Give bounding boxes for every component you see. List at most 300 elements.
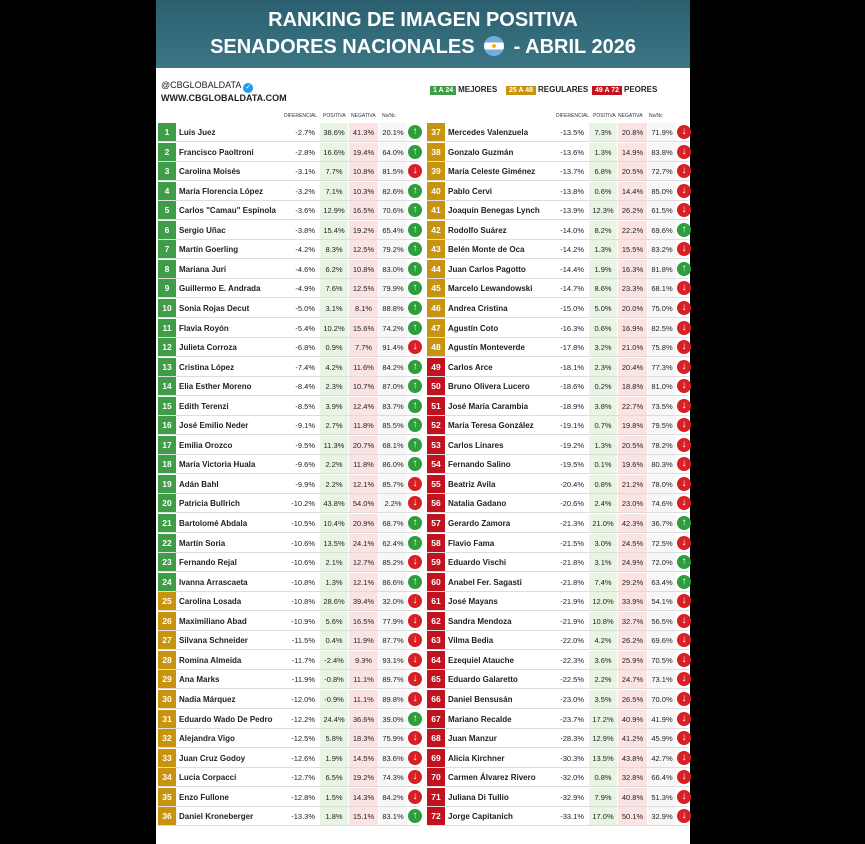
positive-value: 1.5% (320, 788, 348, 807)
senator-name: Joaquín Benegas Lynch (448, 206, 540, 216)
rank-number: 50 (427, 377, 445, 396)
table-row (158, 123, 420, 142)
table-row (158, 299, 420, 318)
table-row (427, 553, 689, 572)
title-line-2 (156, 36, 690, 59)
rank-number: 19 (158, 475, 176, 494)
nsnc-value: 83.7% (379, 397, 407, 416)
arrow-up-icon: ↑ (677, 262, 691, 276)
arrow-down-icon: ↓ (677, 184, 691, 198)
table-row (427, 690, 689, 709)
senator-name: Juan Cruz Godoy (179, 753, 246, 763)
arrow-down-icon: ↓ (408, 594, 422, 608)
positive-value: 11.3% (320, 436, 348, 455)
negative-value: 22.2% (618, 221, 647, 240)
rank-number: 14 (158, 377, 176, 396)
arrow-down-icon: ↓ (677, 536, 691, 550)
positive-value: 2.2% (320, 475, 348, 494)
negative-value: 11.6% (349, 358, 378, 377)
table-row (158, 631, 420, 650)
rank-number: 58 (427, 534, 445, 553)
positive-value: 0.6% (589, 319, 617, 338)
table-row (427, 338, 689, 357)
rank-number: 55 (427, 475, 445, 494)
negative-value: 14.4% (618, 182, 647, 201)
negative-value: 11.8% (349, 455, 378, 474)
nsnc-value: 85.7% (379, 475, 407, 494)
senator-name: Sandra Mendoza (448, 616, 512, 626)
positive-value: 3.1% (589, 553, 617, 572)
senator-name: Carlos Arce (448, 362, 493, 372)
arrow-up-icon: ↑ (408, 203, 422, 217)
senator-name: Carolina Moisés (179, 167, 241, 177)
table-row (158, 534, 420, 553)
positive-value: 1.9% (320, 749, 348, 768)
table-row (427, 651, 689, 670)
table-row (427, 670, 689, 689)
senator-name: Ana Marks (179, 675, 220, 685)
negative-value: 15.6% (349, 319, 378, 338)
arrow-down-icon: ↓ (408, 790, 422, 804)
rank-number: 7 (158, 240, 176, 259)
nsnc-value: 85.2% (379, 553, 407, 572)
arrow-down-icon: ↓ (408, 164, 422, 178)
positive-value: 6.8% (589, 162, 617, 181)
senator-name: Juan Carlos Pagotto (448, 264, 526, 274)
rank-number: 61 (427, 592, 445, 611)
arrow-down-icon: ↓ (677, 770, 691, 784)
nsnc-value: 86.6% (379, 573, 407, 592)
rank-number: 43 (427, 240, 445, 259)
table-row (158, 436, 420, 455)
senator-name: Cristina López (179, 362, 235, 372)
rank-number: 13 (158, 358, 176, 377)
nsnc-value: 85.5% (379, 416, 407, 435)
table-row (158, 260, 420, 279)
table-row (427, 260, 689, 279)
arrow-down-icon: ↓ (408, 555, 422, 569)
arrow-up-icon: ↑ (408, 712, 422, 726)
negative-value: 12.5% (349, 279, 378, 298)
positive-value: 0.7% (589, 416, 617, 435)
senator-name: María Celeste Giménez (448, 167, 536, 177)
senator-name: Ezequiel Atauche (448, 655, 514, 665)
senator-name: Anabel Fer. Sagasti (448, 577, 522, 587)
arrow-down-icon: ↓ (677, 164, 691, 178)
diff-value: -8.5% (295, 401, 315, 411)
senator-name: Adán Bahl (179, 479, 219, 489)
diff-value: -10.8% (291, 597, 315, 607)
rank-number: 27 (158, 631, 176, 650)
positive-value: 1.3% (589, 436, 617, 455)
diff-value: -22.0% (560, 636, 584, 646)
nsnc-value: 75.8% (648, 338, 676, 357)
diff-value: -3.2% (295, 186, 315, 196)
legend-worst-range: 49 A 72 (592, 86, 622, 95)
arrow-up-icon: ↑ (408, 575, 422, 589)
diff-value: -23.7% (560, 714, 584, 724)
table-row (158, 553, 420, 572)
rank-number: 22 (158, 534, 176, 553)
rank-number: 57 (427, 514, 445, 533)
arrow-down-icon: ↓ (408, 692, 422, 706)
positive-value: -0.8% (320, 670, 348, 689)
positive-value: 3.2% (589, 338, 617, 357)
positive-value: 4.2% (589, 631, 617, 650)
arrow-down-icon: ↓ (677, 653, 691, 667)
positive-value: 7.3% (589, 123, 617, 142)
negative-value: 26.2% (618, 631, 647, 650)
nsnc-value: 78.2% (648, 436, 676, 455)
negative-value: 18.8% (618, 377, 647, 396)
row-divider (427, 825, 689, 826)
nsnc-value: 63.4% (648, 573, 676, 592)
positive-value: 3.8% (589, 397, 617, 416)
positive-value: 3.1% (320, 299, 348, 318)
arrow-down-icon: ↓ (408, 751, 422, 765)
table-row (158, 319, 420, 338)
nsnc-value: 81.5% (379, 162, 407, 181)
rank-number: 52 (427, 416, 445, 435)
positive-value: 12.9% (589, 729, 617, 748)
diff-value: -19.2% (560, 440, 584, 450)
negative-value: 12.4% (349, 397, 378, 416)
senator-name: Emilia Orozco (179, 440, 233, 450)
rank-number: 12 (158, 338, 176, 357)
senator-name: Beatriz Avila (448, 479, 496, 489)
nsnc-value: 82.6% (379, 182, 407, 201)
negative-value: 11.1% (349, 690, 378, 709)
negative-value: 11.9% (349, 631, 378, 650)
negative-value: 40.8% (618, 788, 647, 807)
positive-value: 12.9% (320, 201, 348, 220)
rank-number: 67 (427, 710, 445, 729)
rank-number: 33 (158, 749, 176, 768)
table-row (158, 455, 420, 474)
title-line-2-main: SENADORES NACIONALES (210, 36, 475, 58)
nsnc-value: 81.8% (648, 260, 676, 279)
positive-value: 0.8% (589, 768, 617, 787)
positive-value: 5.6% (320, 612, 348, 631)
arrow-down-icon: ↓ (677, 360, 691, 374)
positive-value: 6.5% (320, 768, 348, 787)
table-row (427, 729, 689, 748)
nsnc-value: 45.9% (648, 729, 676, 748)
diff-value: -3.8% (295, 225, 315, 235)
table-row (158, 592, 420, 611)
senator-name: Belén Monte de Oca (448, 245, 525, 255)
nsnc-value: 74.2% (379, 319, 407, 338)
positive-value: 7.1% (320, 182, 348, 201)
positive-value: 13.5% (589, 749, 617, 768)
positive-value: 15.4% (320, 221, 348, 240)
positive-value: 7.7% (320, 162, 348, 181)
arrow-down-icon: ↓ (677, 399, 691, 413)
arrow-down-icon: ↓ (677, 418, 691, 432)
negative-value: 19.8% (618, 416, 647, 435)
senator-name: Bruno Olivera Lucero (448, 382, 530, 392)
nsnc-value: 72.0% (648, 553, 676, 572)
nsnc-value: 20.1% (379, 123, 407, 142)
nsnc-value: 36.7% (648, 514, 676, 533)
arrow-up-icon: ↑ (408, 418, 422, 432)
diff-value: -5.0% (295, 303, 315, 313)
table-row (158, 729, 420, 748)
ranking-card (156, 0, 690, 844)
col-diff-left: DIFERENCIAL (284, 113, 318, 119)
rank-number: 28 (158, 651, 176, 670)
arrow-down-icon: ↓ (677, 379, 691, 393)
positive-value: 0.8% (589, 475, 617, 494)
diff-value: -23.0% (560, 694, 584, 704)
table-row (158, 670, 420, 689)
negative-value: 10.7% (349, 377, 378, 396)
senator-name: Eduardo Vischi (448, 558, 507, 568)
nsnc-value: 86.0% (379, 455, 407, 474)
diff-value: -21.9% (560, 597, 584, 607)
senator-name: Guillermo E. Andrada (179, 284, 261, 294)
row-divider (158, 825, 420, 826)
nsnc-value: 87.0% (379, 377, 407, 396)
negative-value: 20.9% (349, 514, 378, 533)
nsnc-value: 62.4% (379, 534, 407, 553)
arrow-down-icon: ↓ (677, 301, 691, 315)
negative-value: 15.1% (349, 807, 378, 826)
table-row (158, 768, 420, 787)
arrow-down-icon: ↓ (408, 477, 422, 491)
legend-best-range: 1 A 24 (430, 86, 456, 95)
senator-name: Ivanna Arrascaeta (179, 577, 248, 587)
senator-name: Eduardo Wado De Pedro (179, 714, 273, 724)
negative-value: 32.7% (618, 612, 647, 631)
senator-name: Francisco Paoltroni (179, 147, 254, 157)
table-row (427, 279, 689, 298)
table-row (158, 221, 420, 240)
negative-value: 14.5% (349, 749, 378, 768)
negative-value: 16.5% (349, 612, 378, 631)
senator-name: Agustín Coto (448, 323, 499, 333)
senator-name: Maximiliano Abad (179, 616, 247, 626)
nsnc-value: 70.6% (379, 201, 407, 220)
legend-regular (506, 85, 588, 95)
rank-number: 45 (427, 279, 445, 298)
diff-value: -18.1% (560, 362, 584, 372)
table-row (158, 612, 420, 631)
table-row (427, 494, 689, 513)
nsnc-value: 79.2% (379, 240, 407, 259)
negative-value: 8.1% (349, 299, 378, 318)
table-row (158, 201, 420, 220)
positive-value: 0.1% (589, 455, 617, 474)
negative-value: 19.2% (349, 768, 378, 787)
nsnc-value: 85.0% (648, 182, 676, 201)
positive-value: 2.3% (320, 377, 348, 396)
rank-number: 18 (158, 455, 176, 474)
senator-name: Patricia Bullrich (179, 499, 240, 509)
arrow-down-icon: ↓ (408, 340, 422, 354)
positive-value: 2.3% (589, 358, 617, 377)
senator-name: Martín Soria (179, 538, 226, 548)
negative-value: 19.6% (618, 455, 647, 474)
senator-name: José Mayans (448, 597, 498, 607)
rank-number: 51 (427, 397, 445, 416)
arrow-down-icon: ↓ (677, 672, 691, 686)
positive-value: 28.6% (320, 592, 348, 611)
nsnc-value: 69.6% (648, 631, 676, 650)
rank-number: 40 (427, 182, 445, 201)
title-line-1: RANKING DE IMAGEN POSITIVA (268, 9, 578, 31)
positive-value: 1.3% (320, 573, 348, 592)
table-row (158, 651, 420, 670)
positive-value: 7.6% (320, 279, 348, 298)
senator-name: Elia Esther Moreno (179, 382, 252, 392)
nsnc-value: 80.3% (648, 455, 676, 474)
arrow-down-icon: ↓ (677, 145, 691, 159)
senator-name: Fernando Salino (448, 460, 511, 470)
rank-number: 21 (158, 514, 176, 533)
senator-name: Alejandra Vigo (179, 734, 235, 744)
table-row (427, 377, 689, 396)
rank-number: 70 (427, 768, 445, 787)
nsnc-value: 68.7% (379, 514, 407, 533)
diff-value: -28.3% (560, 734, 584, 744)
senator-name: Vilma Bedia (448, 636, 494, 646)
table-row (427, 240, 689, 259)
senator-name: Fernando Rejal (179, 558, 237, 568)
table-row (158, 710, 420, 729)
arrow-down-icon: ↓ (677, 477, 691, 491)
arrow-down-icon: ↓ (408, 731, 422, 745)
table-row (427, 436, 689, 455)
rank-number: 32 (158, 729, 176, 748)
rank-number: 24 (158, 573, 176, 592)
senator-name: Rodolfo Suárez (448, 225, 507, 235)
rank-number: 68 (427, 729, 445, 748)
arrow-up-icon: ↑ (408, 184, 422, 198)
arrow-up-icon: ↑ (677, 223, 691, 237)
rank-number: 20 (158, 494, 176, 513)
rank-number: 59 (427, 553, 445, 572)
arrow-up-icon: ↑ (408, 809, 422, 823)
header-banner (156, 0, 690, 68)
arrow-up-icon: ↑ (408, 242, 422, 256)
diff-value: -13.6% (560, 147, 584, 157)
rank-number: 3 (158, 162, 176, 181)
diff-value: -2.8% (295, 147, 315, 157)
table-row (427, 358, 689, 377)
nsnc-value: 72.5% (648, 534, 676, 553)
nsnc-value: 66.4% (648, 768, 676, 787)
negative-value: 16.9% (618, 319, 647, 338)
arrow-down-icon: ↓ (677, 594, 691, 608)
arrow-up-icon: ↑ (677, 575, 691, 589)
nsnc-value: 73.5% (648, 397, 676, 416)
nsnc-value: 75.9% (379, 729, 407, 748)
table-row (427, 573, 689, 592)
negative-value: 18.3% (349, 729, 378, 748)
senator-name: Carolina Losada (179, 597, 242, 607)
negative-value: 54.0% (349, 494, 378, 513)
negative-value: 50.1% (618, 807, 647, 826)
negative-value: 21.2% (618, 475, 647, 494)
diff-value: -17.8% (560, 343, 584, 353)
senator-name: Jorge Capitanich (448, 812, 513, 822)
rank-number: 42 (427, 221, 445, 240)
nsnc-value: 89.8% (379, 690, 407, 709)
col-pos-right: POSITIVA (593, 113, 616, 119)
positive-value: 8.6% (589, 279, 617, 298)
diff-value: -11.9% (291, 675, 315, 685)
positive-value: 5.0% (589, 299, 617, 318)
negative-value: 24.5% (618, 534, 647, 553)
negative-value: 11.8% (349, 416, 378, 435)
positive-value: 2.2% (320, 455, 348, 474)
arrow-up-icon: ↑ (408, 262, 422, 276)
table-row (158, 338, 420, 357)
negative-value: 20.0% (618, 299, 647, 318)
positive-value: 4.2% (320, 358, 348, 377)
rank-number: 54 (427, 455, 445, 474)
senator-name: María Victoria Huala (179, 460, 256, 470)
diff-value: -13.8% (560, 186, 584, 196)
nsnc-value: 83.8% (648, 143, 676, 162)
table-row (427, 182, 689, 201)
legend-worst-label: PEORES (624, 85, 658, 94)
senator-name: Sonia Rojas Decut (179, 303, 250, 313)
senator-name: Alicia Kirchner (448, 753, 505, 763)
negative-value: 12.1% (349, 573, 378, 592)
argentina-flag-icon (484, 36, 504, 56)
positive-value: 5.8% (320, 729, 348, 748)
rank-number: 69 (427, 749, 445, 768)
diff-value: -12.2% (291, 714, 315, 724)
table-row (427, 143, 689, 162)
nsnc-value: 65.4% (379, 221, 407, 240)
senator-name: Mercedes Valenzuela (448, 128, 529, 137)
arrow-down-icon: ↓ (408, 496, 422, 510)
senator-name: Mariano Recalde (448, 714, 512, 724)
senator-name: Julieta Corroza (179, 343, 237, 353)
legend-worst (592, 85, 657, 95)
diff-value: -9.5% (295, 440, 315, 450)
rank-number: 1 (158, 123, 176, 142)
positive-value: -0.9% (320, 690, 348, 709)
arrow-down-icon: ↓ (677, 712, 691, 726)
table-row (427, 612, 689, 631)
senator-name: José María Carambia (448, 401, 529, 411)
arrow-up-icon: ↑ (408, 360, 422, 374)
arrow-down-icon: ↓ (677, 281, 691, 295)
negative-value: 16.5% (349, 201, 378, 220)
arrow-up-icon: ↑ (677, 555, 691, 569)
nsnc-value: 71.9% (648, 123, 676, 142)
negative-value: 24.9% (618, 553, 647, 572)
diff-value: -10.6% (291, 538, 315, 548)
senator-name: Edith Terenzi (179, 401, 229, 411)
table-row (427, 592, 689, 611)
rank-number: 29 (158, 670, 176, 689)
arrow-down-icon: ↓ (677, 242, 691, 256)
nsnc-value: 2.2% (379, 494, 407, 513)
negative-value: 24.7% (618, 670, 647, 689)
senator-name: Mariana Juri (179, 264, 227, 274)
rank-number: 71 (427, 788, 445, 807)
rank-number: 6 (158, 221, 176, 240)
negative-value: 29.2% (618, 573, 647, 592)
table-row (427, 807, 689, 826)
table-row (158, 690, 420, 709)
diff-value: -18.9% (560, 401, 584, 411)
